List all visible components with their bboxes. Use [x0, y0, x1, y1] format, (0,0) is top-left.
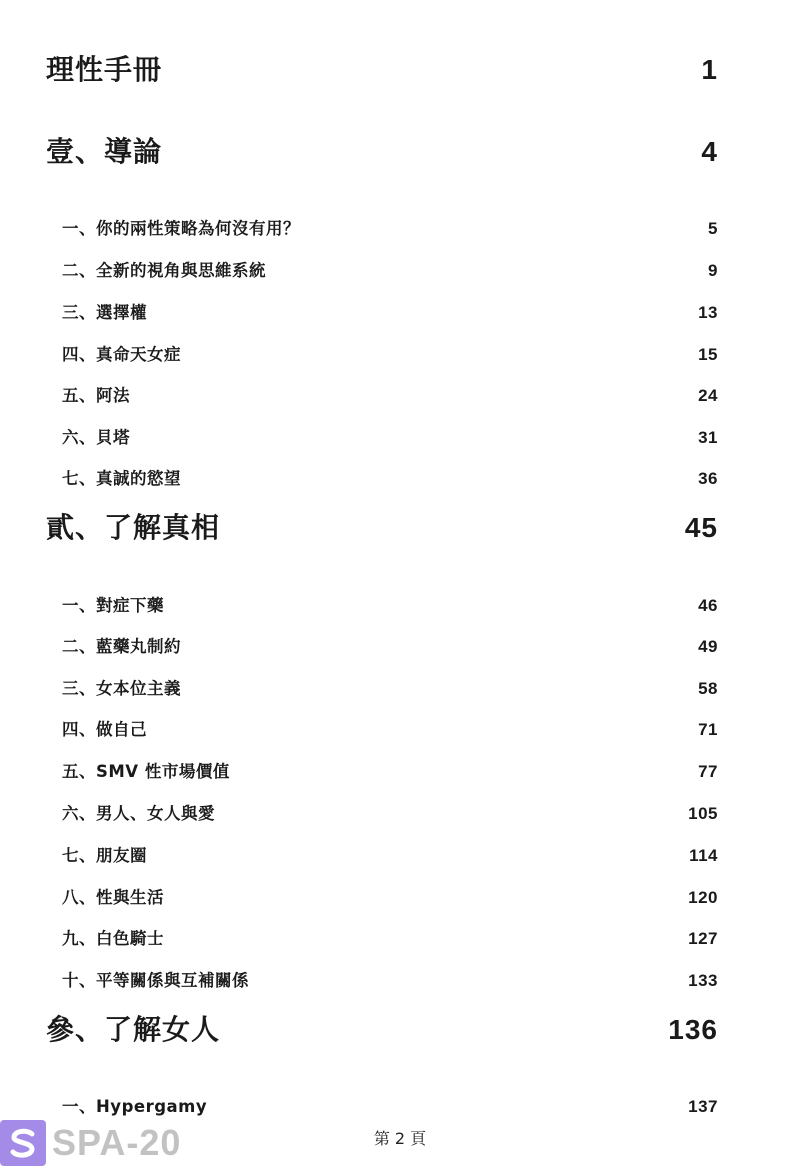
toc-entry-title: 理性手冊 [46, 53, 163, 86]
toc-item-page: 13 [698, 303, 718, 322]
toc-item-page: 15 [698, 345, 718, 364]
toc-item-page: 24 [698, 386, 718, 405]
toc-item-title: 三、女本位主義 [62, 679, 181, 698]
toc-section-intro[interactable] [46, 130, 718, 170]
toc-item[interactable] [62, 592, 718, 616]
toc-item[interactable] [62, 633, 718, 657]
toc-item[interactable] [62, 424, 718, 448]
toc-section-page: 4 [701, 136, 718, 167]
toc-entry-manual[interactable] [46, 48, 718, 88]
toc-item-page: 5 [708, 219, 718, 238]
toc-entry-page: 1 [701, 54, 718, 85]
toc-item[interactable] [62, 925, 718, 949]
toc-item-page: 9 [708, 261, 718, 280]
toc-section-page: 45 [684, 512, 718, 543]
toc-section-title: 貳、了解真相 [46, 511, 221, 544]
toc-item[interactable] [62, 967, 718, 991]
toc-item-page: 127 [688, 929, 718, 948]
toc-item-page: 31 [698, 428, 718, 447]
toc-item-title: 五、阿法 [62, 386, 130, 405]
toc-item[interactable] [62, 800, 718, 824]
toc-item-page: 58 [698, 679, 718, 698]
toc-section-page: 136 [668, 1014, 718, 1045]
toc-item-title: 四、做自己 [62, 720, 147, 739]
toc-section-title: 壹、導論 [46, 135, 163, 168]
toc-item-title: 一、Hypergamy [62, 1097, 208, 1116]
toc-item-page: 46 [698, 596, 718, 615]
toc-section-women[interactable] [46, 1008, 718, 1048]
watermark [0, 1120, 181, 1166]
toc-item-page: 77 [698, 762, 718, 781]
toc-item-title: 六、男人、女人與愛 [62, 804, 215, 823]
toc-item-page: 36 [698, 469, 718, 488]
toc-item-title: 六、貝塔 [62, 428, 130, 447]
toc-item[interactable] [62, 299, 718, 323]
toc-item-title: 二、藍藥丸制約 [62, 637, 181, 656]
toc-item[interactable] [62, 341, 718, 365]
toc-item-page: 105 [688, 804, 718, 823]
toc-item-title: 七、真誠的慾望 [62, 469, 181, 488]
toc-item-title: 七、朋友圈 [62, 846, 147, 865]
toc-item-page: 71 [698, 720, 718, 739]
watermark-text: SPA-20 [52, 1122, 182, 1163]
toc-item-title: 三、選擇權 [62, 303, 147, 322]
watermark-logo-icon [0, 1120, 46, 1166]
toc-item[interactable] [62, 465, 718, 489]
toc-section-truth[interactable] [46, 506, 718, 546]
toc-item-title: 一、對症下藥 [62, 596, 164, 615]
toc-item[interactable] [62, 716, 718, 740]
toc-item[interactable] [62, 675, 718, 699]
toc-item-title: 一、你的兩性策略為何沒有用？ [62, 219, 300, 238]
toc-item[interactable] [62, 257, 718, 281]
toc-item[interactable] [62, 758, 718, 782]
toc-section-title: 參、了解女人 [46, 1013, 221, 1046]
toc-item-title: 十、平等關係與互補關係 [62, 971, 249, 990]
toc-item-page: 114 [689, 846, 718, 865]
toc-item[interactable] [62, 382, 718, 406]
toc-item-page: 120 [688, 888, 718, 907]
toc-item-title: 四、真命天女症 [62, 345, 181, 364]
toc-item-title: 五、SMV 性市場價值 [62, 762, 230, 781]
toc-item-page: 137 [688, 1097, 718, 1116]
toc-item-title: 二、全新的視角與思維系統 [62, 261, 266, 280]
toc-item-page: 49 [698, 637, 718, 656]
toc-item[interactable] [62, 842, 718, 866]
toc-item-title: 九、白色騎士 [62, 929, 164, 948]
toc-item-title: 八、性與生活 [62, 888, 164, 907]
page-footer: 第 2 頁 [373, 1129, 427, 1148]
toc-item-page: 133 [688, 971, 718, 990]
toc-item[interactable] [62, 215, 718, 239]
toc-item[interactable] [62, 884, 718, 908]
toc-item[interactable] [62, 1093, 718, 1117]
